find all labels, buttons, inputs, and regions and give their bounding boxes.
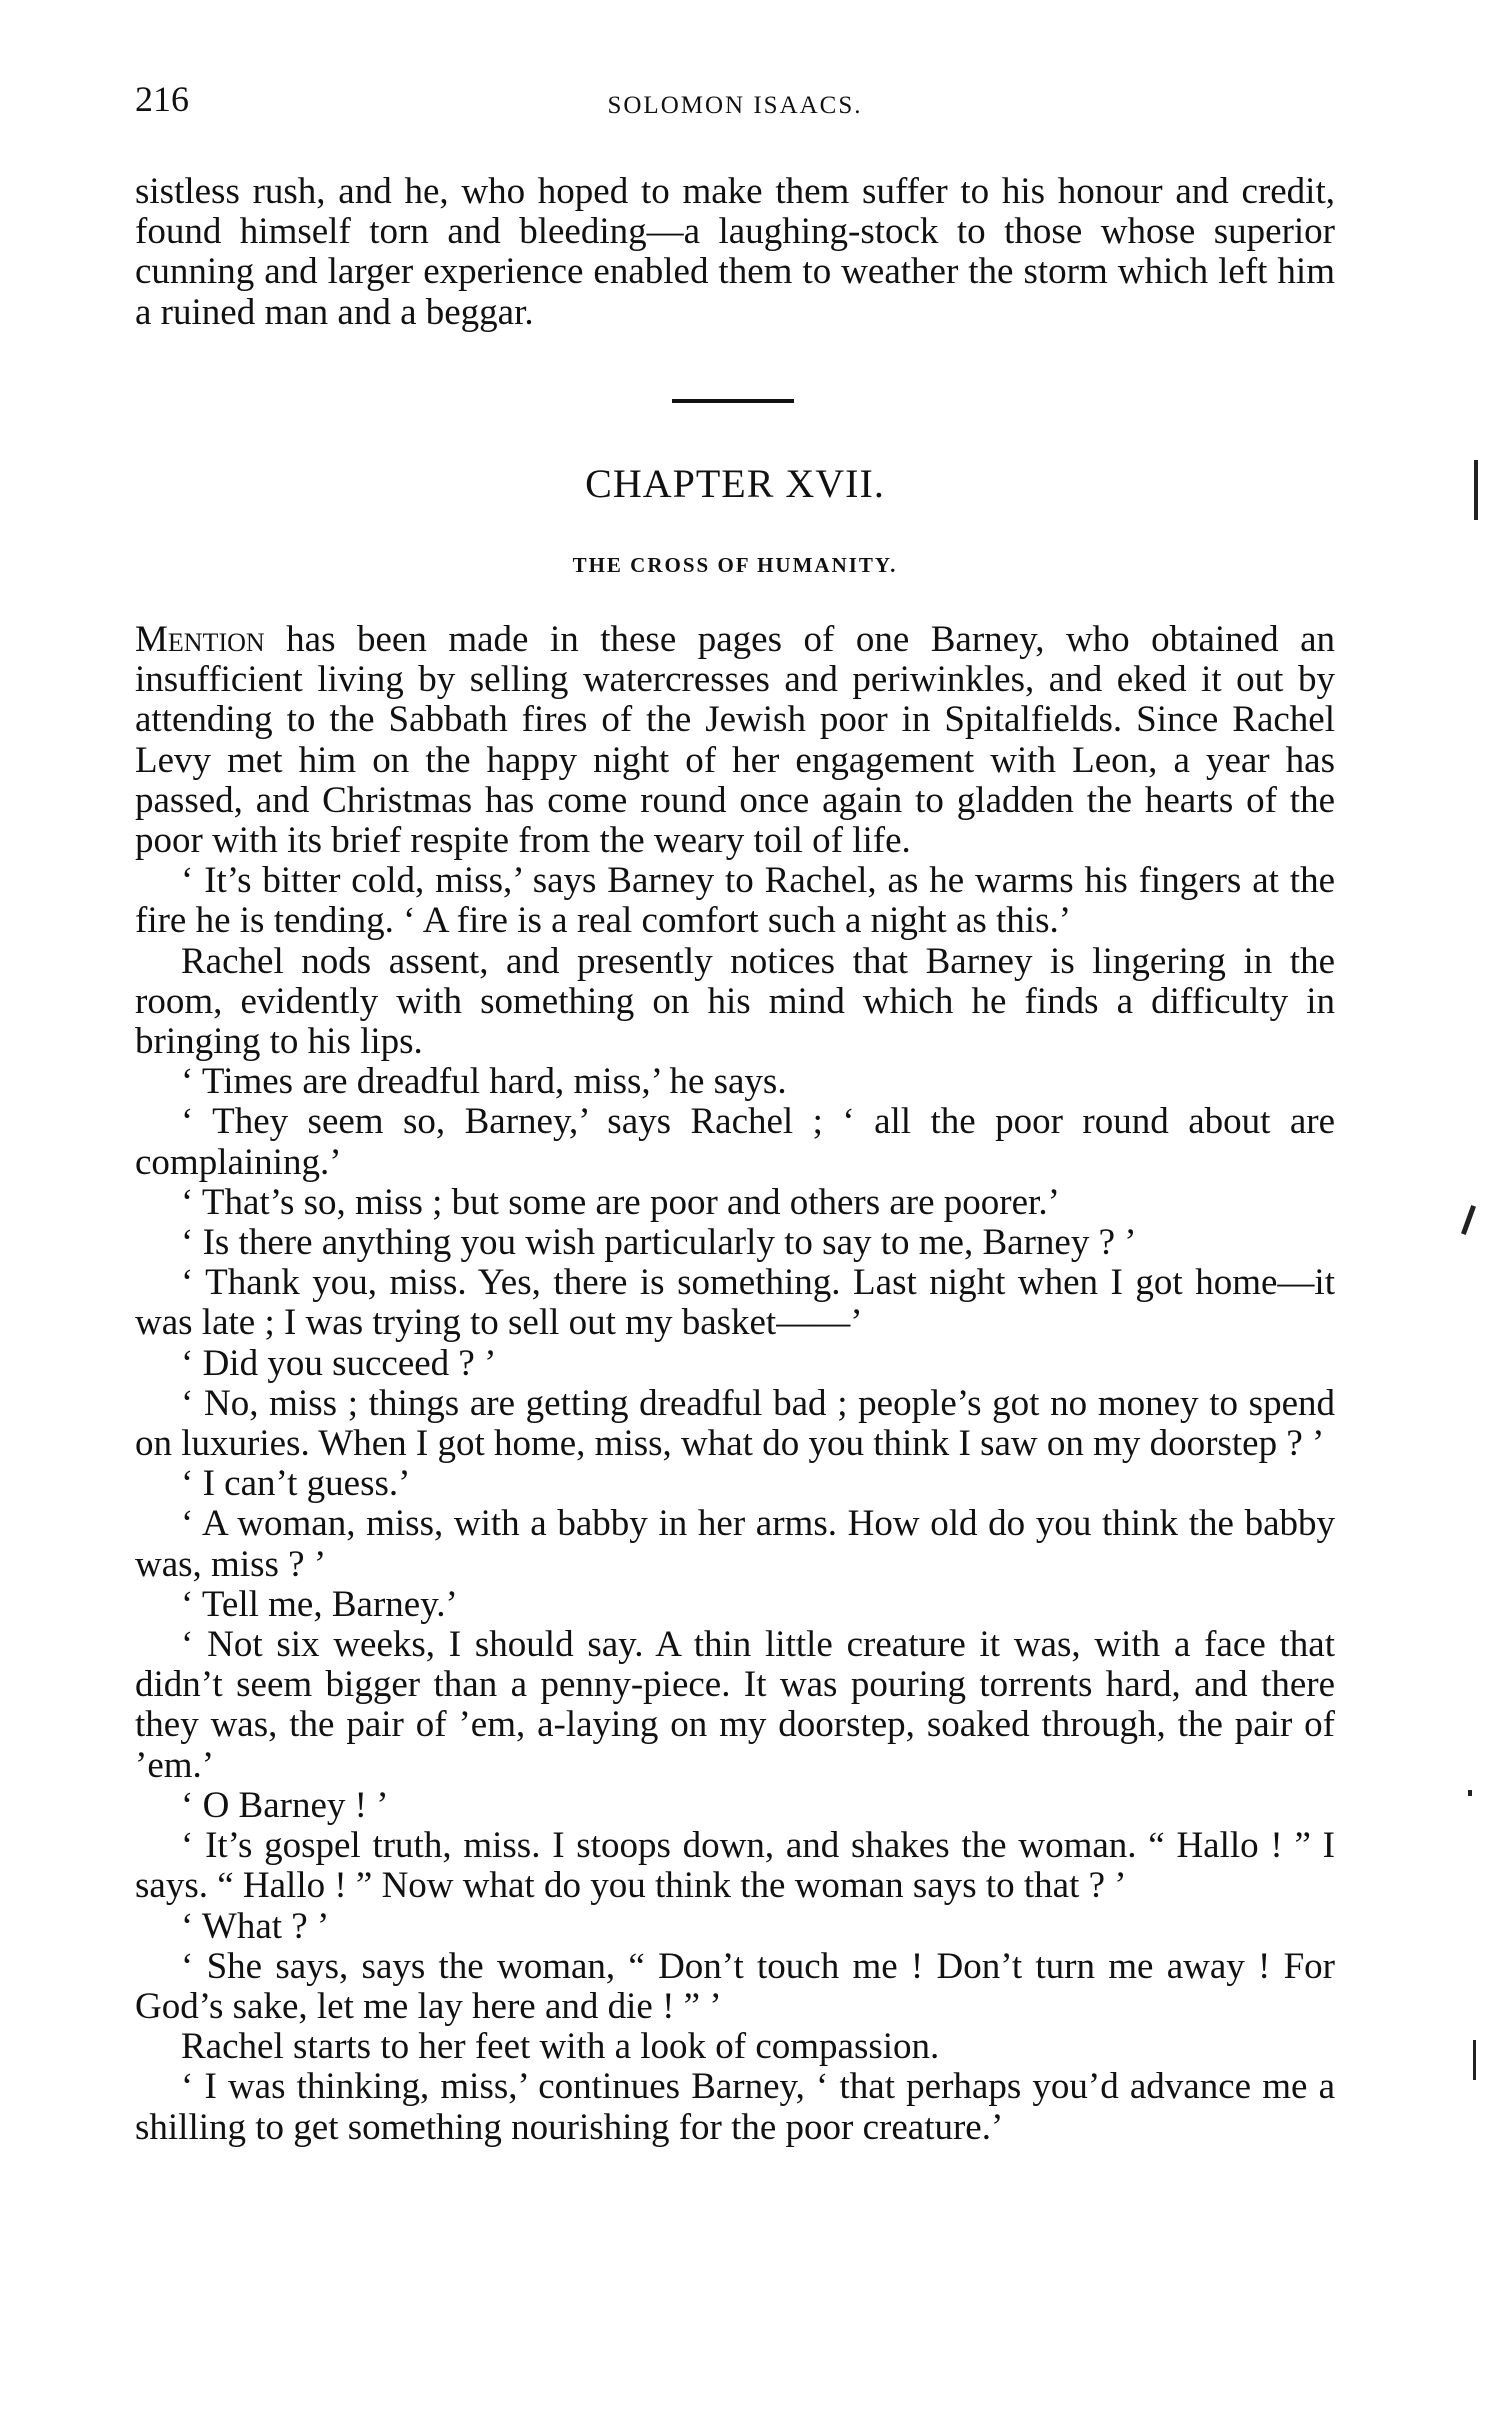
page-edge-mark <box>1461 1205 1476 1235</box>
paragraph: ‘ They seem so, Barney,’ says Rachel ; ‘ all the poor round about are complaining.’ <box>135 1101 1335 1183</box>
paragraph: ‘ Did you succeed ? ’ <box>181 1342 497 1384</box>
drop-lead-word: Mention <box>135 619 265 660</box>
paragraph: ‘ I can’t guess.’ <box>181 1463 411 1505</box>
paragraph <box>135 620 1335 861</box>
paragraph: ‘ O Barney ! ’ <box>181 1784 389 1826</box>
running-head: SOLOMON ISAACS. <box>607 92 863 119</box>
chapter-subtitle: THE CROSS OF HUMANITY. <box>572 553 898 577</box>
intro-paragraph: sistless rush, and he, who hoped to make them suffer to his honour and credit, found himself torn and bleeding—a laughing-stock to those whose superior cunning and larger experience enabled them to weather the storm which left him a ruined man and a beggar. <box>135 171 1335 333</box>
paragraph: ‘ Is there anything you wish particularly to say to me, Barney ? ’ <box>181 1222 1137 1264</box>
paragraph: ‘ It’s gospel truth, miss. I stoops down, and shakes the woman. “ Hallo ! ” I says. “ Hallo ! ” Now what do you think the woman says to that ? ’ <box>135 1825 1335 1907</box>
paragraph: ‘ A woman, miss, with a babby in her arms. How old do you think the babby was, miss ? ’ <box>135 1503 1335 1585</box>
paragraph: ‘ I was thinking, miss,’ continues Barney, ‘ that perhaps you’d advance me a shilling to get something nourishing for the poor creature.’ <box>135 2066 1335 2148</box>
paragraph: ‘ No, miss ; things are getting dreadful bad ; people’s got no money to spend on luxuries. When I got home, miss, what do you think I saw on my doorstep ? ’ <box>135 1382 1335 1465</box>
page-number: 216 <box>135 79 189 119</box>
paragraph: Rachel nods assent, and presently notices that Barney is lingering in the room, evidently with something on his mind which he finds a difficulty in bringing to his lips. <box>135 940 1335 1063</box>
paragraph: ‘ Thank you, miss. Yes, there is something. Last night when I got home—it was late ; I was trying to sell out my basket——’ <box>135 1262 1335 1344</box>
paragraph: ‘ Tell me, Barney.’ <box>181 1583 458 1625</box>
section-divider-rule <box>672 399 794 403</box>
paragraph: ‘ It’s bitter cold, miss,’ says Barney to Rachel, as he warms his fingers at the fire he is tending. ‘ A fire is a real comfort such a night as this.’ <box>135 860 1335 942</box>
page-edge-mark <box>1474 460 1478 520</box>
paragraph: ‘ That’s so, miss ; but some are poor and others are poorer.’ <box>181 1181 1060 1223</box>
paragraph: ‘ What ? ’ <box>181 1905 330 1947</box>
intro-paragraph-block <box>135 172 1335 333</box>
paragraph: ‘ Times are dreadful hard, miss,’ he says. <box>181 1061 787 1103</box>
paragraph: ‘ She says, says the woman, “ Don’t touch me ! Don’t turn me away ! For God’s sake, let me lay here and die ! ” ’ <box>135 1945 1335 2027</box>
chapter-body <box>135 620 1335 2148</box>
page-edge-mark <box>1473 2040 1476 2080</box>
page-header <box>135 78 1335 128</box>
paragraph: ‘ Not six weeks, I should say. A thin little creature it was, with a face that didn’t seem bigger than a penny-piece. It was pouring torrents hard, and there they was, the pair of ’em, a-laying on my doorstep, soaked through, the pair of ’em.’ <box>135 1624 1335 1786</box>
page-edge-mark <box>1468 1790 1472 1796</box>
paragraph-text: has been made in these pages of one Barney, who obtained an insufficient living by selling watercresses and periwinkles, and eked it out by attending to the Sabbath fires of the Jewish poor in Spitalfields. Since Rachel Levy met him on the happy night of her engagement with Leon, a year has passed, and Christmas has come round once again to gladden the hearts of the poor with its brief respite from the weary toil of life. <box>135 619 1335 862</box>
paragraph: Rachel starts to her feet with a look of compassion. <box>181 2026 940 2068</box>
chapter-title: CHAPTER XVII. <box>585 461 885 506</box>
